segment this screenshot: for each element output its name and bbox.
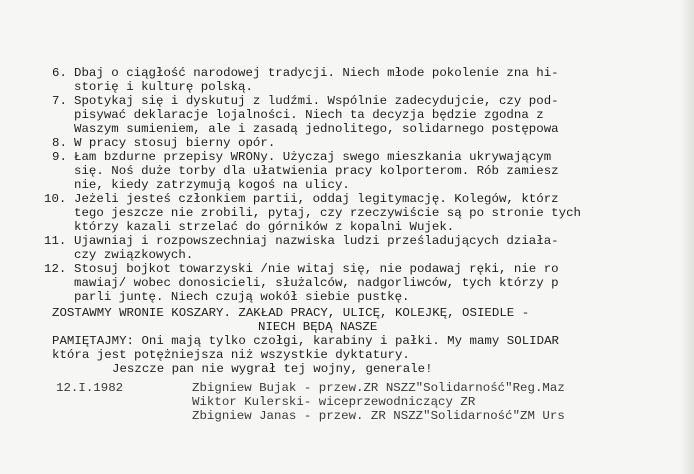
closing-line-2: która jest potężniejsza niż wszystkie dyktatury. — [52, 348, 410, 362]
item-10-line-1: Jeżeli jesteś członkiem partii, oddaj legitymację. Kolegów, którz — [74, 192, 559, 206]
item-12-number: 12. — [44, 262, 67, 276]
item-7-line-2: pisywać deklaracje lojalności. Niech ta decyzja będzie zgodna z — [74, 108, 544, 122]
item-11-line-1: Ujawniaj i rozpowszechniaj nazwiska ludzi prześladujących działa- — [74, 234, 559, 248]
item-7-number: 7. — [52, 94, 67, 108]
item-12-line-3: parli juntę. Niech czują wokół siebie pustkę. — [74, 290, 410, 304]
signature-1: Zbigniew Bujak - przew.ZR NSZZ"Solidarność"Reg.Maz — [192, 381, 565, 395]
slogan-line-2: NIECH BĘDĄ NASZE — [258, 320, 378, 334]
item-8-line-1: W pracy stosuj bierny opór. — [74, 136, 276, 150]
item-6-line-2: storię i kulturę polską. — [74, 80, 253, 94]
item-6-line-1: Dbaj o ciągłość narodowej tradycji. Niech młode pokolenie zna hi- — [74, 66, 559, 80]
item-9-line-1: Łam bzdurne przepisy WRONy. Użyczaj swego mieszkania ukrywającym — [74, 150, 552, 164]
item-11-line-2: czy związkowych. — [74, 248, 194, 262]
item-10-line-3: którzy kazali strzelać do górników z kopalni Wujek. — [74, 220, 455, 234]
signature-2: Wiktor Kulerski- wiceprzewodniczący ZR — [192, 395, 476, 409]
signature-3: Zbigniew Janas - przew. ZR NSZZ"Solidarność"ZM Urs — [192, 409, 565, 423]
item-10-number: 10. — [44, 192, 67, 206]
item-6-number: 6. — [52, 66, 67, 80]
item-7-line-3: Waszym sumieniem, ale i zasadą jednolitego, solidarnego postępowa — [74, 122, 559, 136]
item-11-number: 11. — [44, 234, 67, 248]
item-9-number: 9. — [52, 150, 67, 164]
closing-line-1: PAMIĘTAJMY: Oni mają tylko czołgi, karabiny i pałki. My mamy SOLIDAR — [52, 334, 559, 348]
item-12-line-1: Stosuj bojkot towarzyski /nie witaj się, nie podawaj ręki, nie ro — [74, 262, 559, 276]
item-9-line-2: się. Noś duże torby dla ułatwienia pracy kolporterom. Rób zamiesz — [74, 164, 559, 178]
item-10-line-2: tego jeszcze nie zrobili, pytaj, czy rzeczywiście są po stronie tych — [74, 206, 581, 220]
item-9-line-3: nie, kiedy zatrzymują kogoś na ulicy. — [74, 178, 350, 192]
closing-line-3: Jeszcze pan nie wygrał tej wojny, generale! — [112, 362, 433, 376]
item-8-number: 8. — [52, 136, 67, 150]
item-12-line-2: mawiaj/ wobec donosicieli, służalców, nadgorliwców, tych którzy p — [74, 276, 559, 290]
slogan-line-1: ZOSTAWMY WRONIE KOSZARY. ZAKŁAD PRACY, ULICĘ, KOLEJKĘ, OSIEDLE - — [52, 306, 530, 320]
item-7-line-1: Spotykaj się i dyskutuj z ludźmi. Wspólnie zadecydujcie, czy pod- — [74, 94, 559, 108]
document-date: 12.I.1982 — [56, 381, 124, 395]
